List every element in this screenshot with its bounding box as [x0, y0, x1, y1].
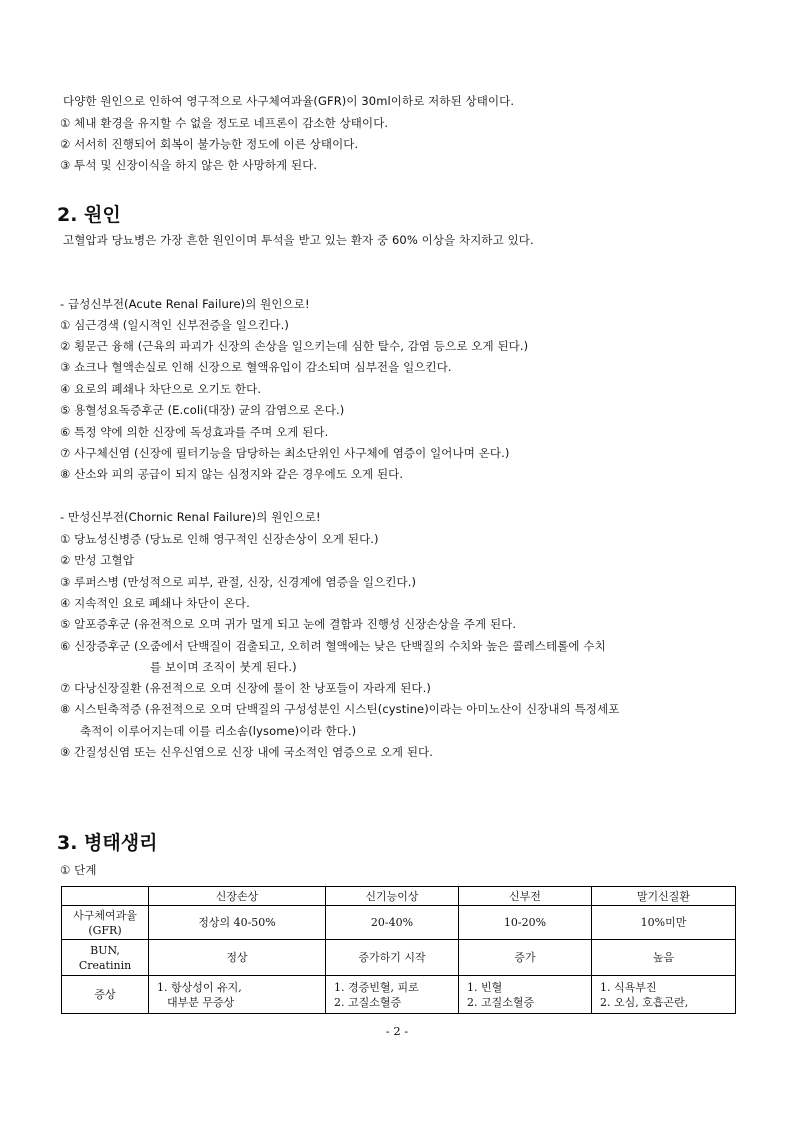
- stage-table: [61, 886, 736, 1014]
- table-header-cell: 신부전: [459, 887, 592, 906]
- table-cell: 10%미만: [592, 906, 736, 940]
- row-label-line: 사구체여과율: [73, 908, 137, 922]
- chronic-item: ⑦ 다낭신장질환 (유전적으로 오며 신장에 물이 찬 낭포들이 자라게 된다.): [60, 681, 431, 695]
- chronic-item-continuation: 축적이 이루어지는데 이를 리소솜(lysome)이라 한다.): [80, 724, 357, 738]
- chronic-item: ① 당뇨성신병증 (당뇨로 인해 영구적인 신장손상이 오게 된다.): [60, 532, 379, 546]
- table-cell: 증가: [459, 940, 592, 976]
- acute-item: ③ 쇼크나 혈액손실로 인해 신장으로 혈액유입이 감소되며 심부전을 일으킨다.: [60, 360, 452, 374]
- table-cell: [149, 976, 326, 1014]
- acute-item: ⑥ 특정 약에 의한 신장에 독성효과를 주며 오게 된다.: [60, 425, 329, 439]
- table-header-cell: 신기능이상: [326, 887, 459, 906]
- table-cell: 증가하기 시작: [326, 940, 459, 976]
- chronic-header: - 만성신부전(Chornic Renal Failure)의 원인으로!: [60, 510, 321, 524]
- row-label-line: Creatinin: [78, 958, 132, 972]
- section-2-summary: 고혈압과 당뇨병은 가장 흔한 원인이며 투석을 받고 있는 환자 중 60% 이상을 차지하고 있다.: [63, 233, 534, 247]
- table-cell: [459, 976, 592, 1014]
- chronic-item-continuation: 를 보이며 조직이 붓게 된다.): [150, 660, 297, 674]
- acute-header: - 급성신부전(Acute Renal Failure)의 원인으로!: [60, 297, 310, 311]
- symptom-line: 1. 식욕부진: [600, 980, 657, 994]
- table-cell: 정상의 40-50%: [149, 906, 326, 940]
- table-cell: [326, 976, 459, 1014]
- table-header-row: [62, 887, 736, 906]
- intro-item-2: ② 서서히 진행되어 회복이 불가능한 정도에 이른 상태이다.: [60, 137, 359, 151]
- symptom-line: 2. 고질소혈증: [334, 995, 402, 1009]
- intro-item-3: ③ 투석 및 신장이식을 하지 않은 한 사망하게 된다.: [60, 158, 318, 172]
- symptom-line: 2. 고질소혈증: [467, 995, 535, 1009]
- row-label-line: BUN,: [90, 943, 120, 957]
- acute-item: ④ 요로의 폐쇄나 차단으로 오기도 한다.: [60, 382, 262, 396]
- intro-item-1: ① 체내 환경을 유지할 수 없을 정도로 네프론이 감소한 상태이다.: [60, 116, 389, 130]
- chronic-item: ④ 지속적인 요로 폐쇄나 차단이 온다.: [60, 596, 250, 610]
- chronic-item: ⑨ 간질성신염 또는 신우신염으로 신장 내에 국소적인 염증으로 오게 된다.: [60, 745, 434, 759]
- acute-item: ⑧ 산소와 피의 공급이 되지 않는 심정지와 같은 경우에도 오게 된다.: [60, 467, 404, 481]
- symptom-line: 대부분 무증상: [167, 995, 235, 1009]
- table-row-bun: [62, 940, 736, 976]
- table-cell: 10-20%: [459, 906, 592, 940]
- section-3-subheading: ① 단계: [60, 863, 97, 877]
- table-cell: [592, 976, 736, 1014]
- table-cell: 정상: [149, 940, 326, 976]
- table-cell: 높음: [592, 940, 736, 976]
- chronic-item: ⑤ 알포증후군 (유전적으로 오며 귀가 멀게 되고 눈에 결함과 진행성 신장손상을 주게 된다.: [60, 617, 517, 631]
- acute-item: ⑦ 사구체신염 (신장에 필터기능을 담당하는 최소단위인 사구체에 염증이 일어나며 온다.): [60, 446, 510, 460]
- section-2-title: 2. 원인: [57, 204, 121, 226]
- table-header-cell: 신장손상: [149, 887, 326, 906]
- chronic-item: ⑥ 신장증후군 (오줌에서 단백질이 검출되고, 오히려 혈액에는 낮은 단백질의 수치와 높은 콜레스테롤에 수치: [60, 639, 606, 653]
- symptom-line: 1. 항상성이 유지,: [157, 980, 242, 994]
- chronic-item: ⑧ 시스틴축적증 (유전적으로 오며 단백질의 구성성분인 시스틴(cystine)이라는 아미노산이 신장내의 특정세포: [60, 702, 620, 716]
- chronic-item: ② 만성 고혈압: [60, 553, 134, 567]
- symptom-line: 1. 빈혈: [467, 980, 503, 994]
- table-row-symptom: [62, 976, 736, 1014]
- acute-item: ② 횡문근 융해 (근육의 파괴가 신장의 손상을 일으키는데 심한 탈수, 감염 등으로 오게 된다.): [60, 339, 529, 353]
- table-header-cell: 말기신질환: [592, 887, 736, 906]
- page-number: - 2 -: [385, 1024, 409, 1038]
- row-label-bun: [62, 940, 149, 976]
- row-label-symptom: 증상: [62, 976, 149, 1014]
- acute-item: ⑤ 용혈성요독증후군 (E.coli(대장) 균의 감염으로 온다.): [60, 403, 345, 417]
- table-header-cell: [62, 887, 149, 906]
- chronic-item: ③ 루퍼스병 (만성적으로 피부, 관절, 신장, 신경계에 염증을 일으킨다.): [60, 575, 417, 589]
- intro-definition: 다양한 원인으로 인하여 영구적으로 사구체여과율(GFR)이 30ml이하로 저하된 상태이다.: [63, 94, 515, 108]
- symptom-line: 1. 경증빈혈, 피로: [334, 980, 419, 994]
- symptom-line: 2. 오심, 호흡곤란,: [600, 995, 689, 1009]
- section-3-title: 3. 병태생리: [57, 832, 158, 854]
- row-label-line: (GFR): [88, 923, 122, 937]
- row-label-gfr: [62, 906, 149, 940]
- table-cell: 20-40%: [326, 906, 459, 940]
- acute-item: ① 심근경색 (일시적인 신부전증을 일으킨다.): [60, 318, 289, 332]
- table-row-gfr: [62, 906, 736, 940]
